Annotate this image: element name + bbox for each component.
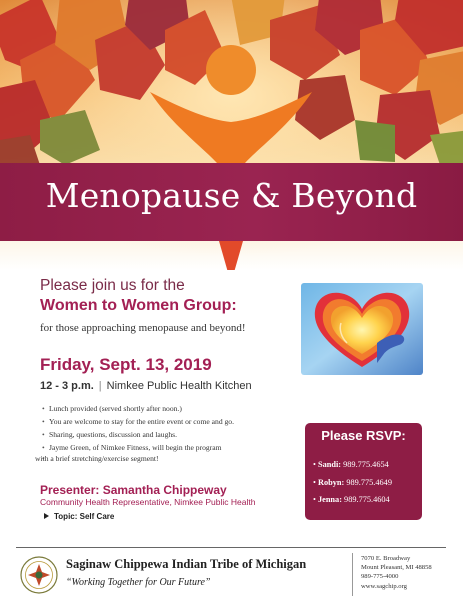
- event-location: Nimkee Public Health Kitchen: [106, 380, 252, 392]
- arrow-right-icon: [44, 513, 49, 519]
- contact-phone: 989.775.4649: [346, 477, 392, 487]
- address-city: Mount Pleasant, MI 48858: [361, 564, 432, 572]
- presenter-name: Presenter: Samantha Chippeway: [40, 483, 227, 497]
- rsvp-box: [305, 423, 422, 520]
- intro-line: Please join us for the: [40, 277, 185, 294]
- topic-line: [44, 512, 114, 521]
- page-title: Menopause & Beyond: [45, 176, 418, 215]
- contact-phone: 989.775.4604: [344, 495, 390, 504]
- address-block: [361, 554, 432, 591]
- topic-label: Topic:: [54, 512, 78, 521]
- organization-name: Saginaw Chippewa Indian Tribe of Michigan: [66, 557, 307, 571]
- address-phone: 989-775-4000: [361, 573, 399, 581]
- event-time: 12 - 3 p.m.: [40, 380, 94, 392]
- rsvp-title: Please RSVP:: [321, 428, 406, 443]
- list-item: • Sharing, questions, discussion and laughs.: [42, 430, 292, 441]
- separator: |: [98, 380, 102, 392]
- footer-vertical-divider: [352, 553, 353, 596]
- group-name: Women to Women Group:: [40, 297, 237, 314]
- rsvp-contact: • Jenna: 989.775.4604: [313, 495, 390, 504]
- rsvp-contact-list: [313, 456, 392, 509]
- list-item: • Lunch provided (served shortly after noon.): [42, 404, 292, 415]
- contact-name: Sandi:: [317, 460, 342, 469]
- contact-phone: 989.775.4654: [343, 460, 389, 469]
- organization-motto: “Working Together for Our Future”: [66, 577, 211, 588]
- address-website-link[interactable]: www.sagchip.org: [361, 582, 407, 590]
- footer-divider-line: [16, 547, 446, 548]
- presenter-role: Community Health Representative, Nimkee Public Health: [40, 497, 256, 507]
- rsvp-contact: • Robyn: 989.775.4649: [313, 477, 392, 487]
- contact-name: Robyn:: [317, 477, 345, 487]
- detail-text: • with a brief stretching/exercise segment!: [35, 453, 159, 463]
- heart-painting-image: [301, 283, 423, 375]
- detail-text: Jayme Green, of Nimkee Fitness, will begin the program: [49, 443, 222, 452]
- event-date: Friday, Sept. 13, 2019: [40, 355, 212, 374]
- details-list: [35, 404, 292, 467]
- list-item-continued: [35, 453, 292, 465]
- rsvp-contact: • Sandi: 989.775.4654: [313, 460, 389, 469]
- tribal-seal-icon: [20, 556, 58, 594]
- event-time-location: [40, 380, 252, 392]
- address-street: 7070 E. Broadway: [361, 555, 411, 562]
- topic-value: Self Care: [79, 512, 115, 521]
- list-item: [42, 443, 292, 454]
- contact-name: Jenna:: [317, 495, 342, 504]
- list-item: • You are welcome to stay for the entire event or come and go.: [42, 417, 292, 428]
- audience-line: for those approaching menopause and beyond!: [40, 322, 246, 334]
